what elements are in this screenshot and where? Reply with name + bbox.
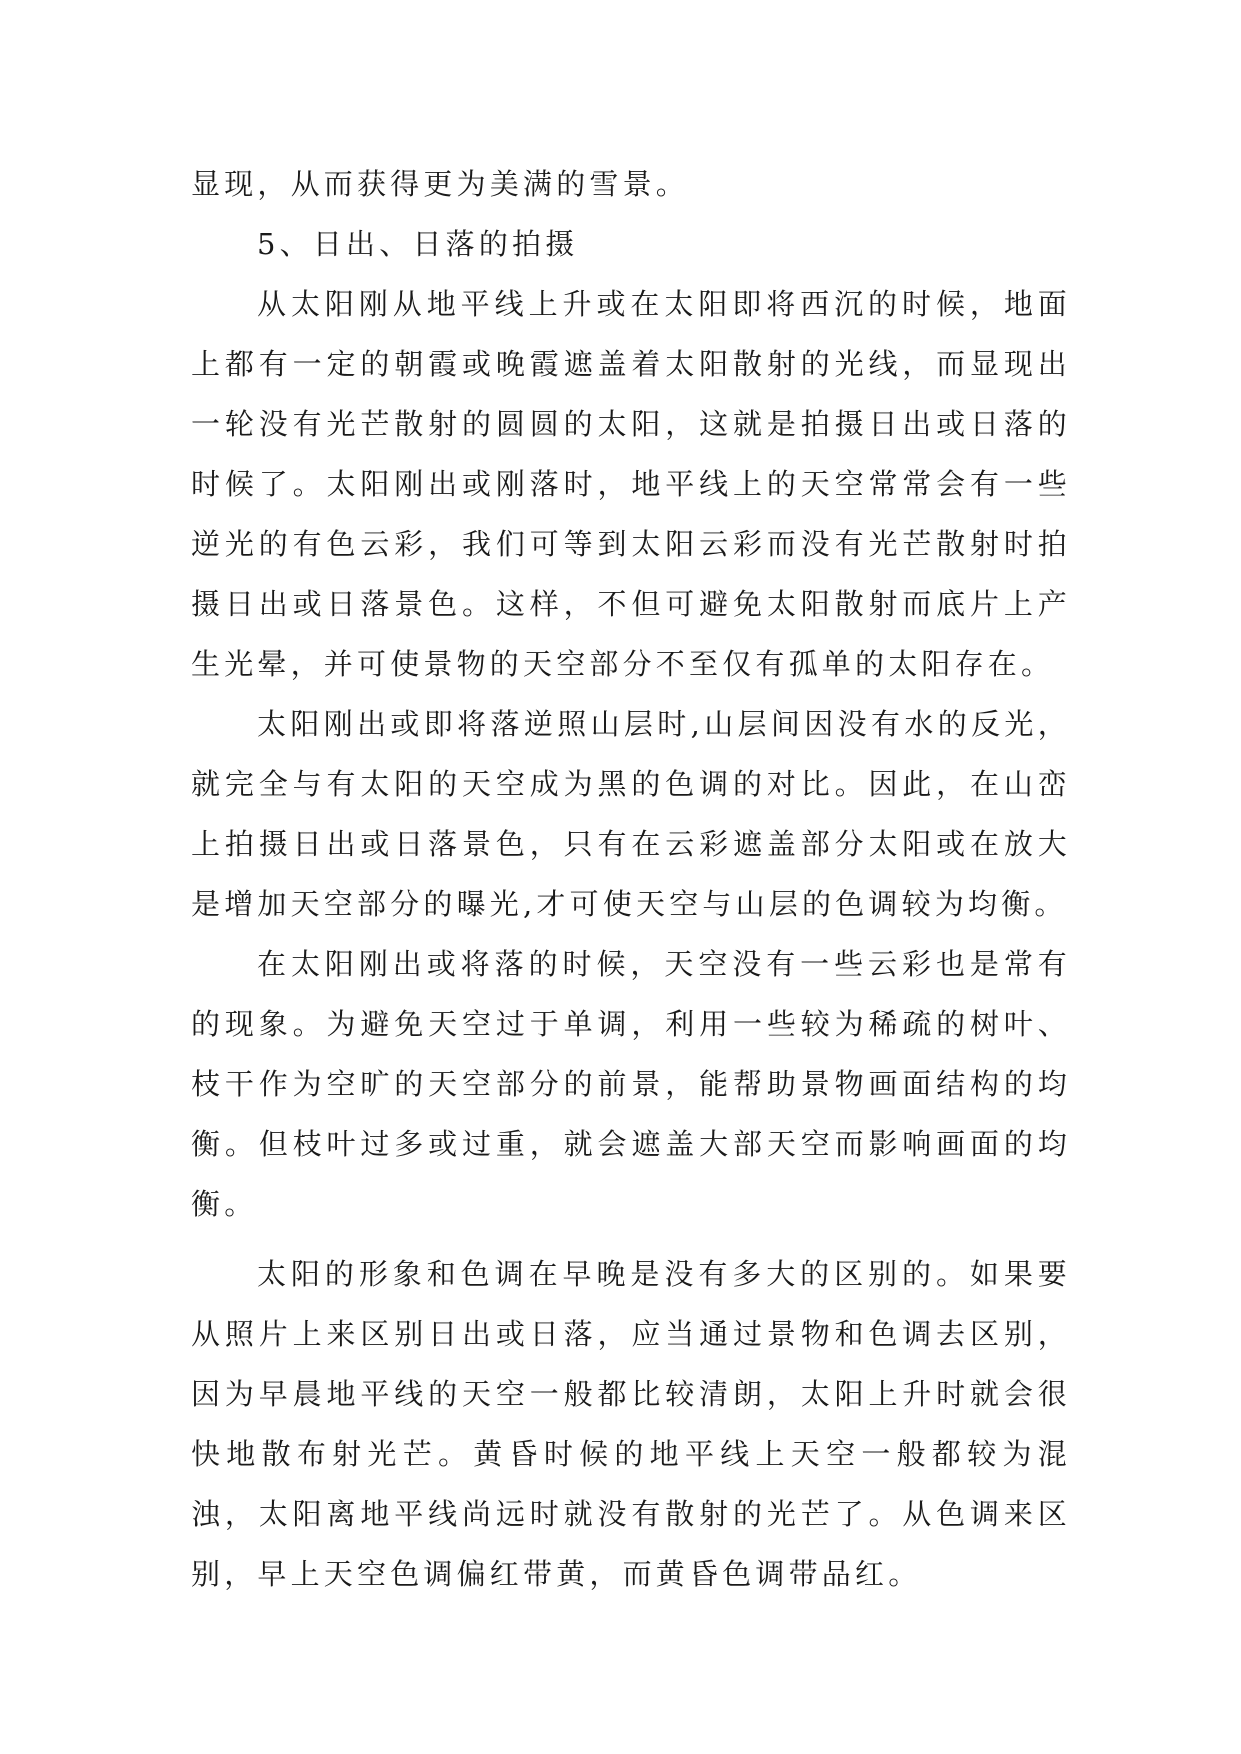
paragraph-snow-ending: 显现，从而获得更为美满的雪景。 <box>191 167 690 201</box>
body-text <box>191 154 1071 1604</box>
paragraph-distinguish-sunrise-sunset: 太阳的形象和色调在早晚是没有多大的区别的。如果要从照片上来区别日出或日落，应当通过景物和色调去区别，因为早晨地平线的天空一般都比较清朗，太阳上升时就会很快地散布射光芒。黄昏时候的地平线上天空一般都较为混浊，太阳离地平线尚远时就没有散射的光芒了。从色调来区别，早上天空色调偏红带黄，而黄昏色调带品红。 <box>191 1257 1071 1591</box>
paragraph-sunrise-timing: 从太阳刚从地平线上升或在太阳即将西沉的时候，地面上都有一定的朝霞或晚霞遮盖着太阳散射的光线，而显现出一轮没有光芒散射的圆圆的太阳，这就是拍摄日出或日落的时候了。太阳刚出或刚落时，地平线上的天空常常会有一些逆光的有色云彩，我们可等到太阳云彩而没有光芒散射时拍摄日出或日落景色。这样，不但可避免太阳散射而底片上产生光晕，并可使景物的天空部分不至仅有孤单的太阳存在。 <box>191 287 1071 681</box>
paragraph-foreground-branches: 在太阳刚出或将落的时候，天空没有一些云彩也是常有的现象。为避免天空过于单调，利用一些较为稀疏的树叶、枝干作为空旷的天空部分的前景，能帮助景物画面结构的均衡。但枝叶过多或过重，就会遮盖大部天空而影响画面的均衡。 <box>191 947 1071 1221</box>
section-heading-sunrise-sunset: 5、日出、日落的拍摄 <box>257 227 579 261</box>
paragraph-mountain-backlight: 太阳刚出或即将落逆照山层时,山层间因没有水的反光，就完全与有太阳的天空成为黑的色调的对比。因此，在山峦上拍摄日出或日落景色，只有在云彩遮盖部分太阳或在放大是增加天空部分的曝光,才可使天空与山层的色调较为均衡。 <box>191 707 1071 921</box>
